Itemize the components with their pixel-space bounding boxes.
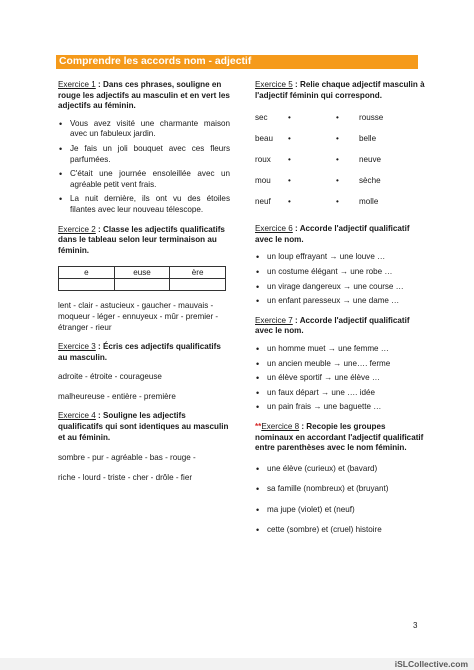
exercise-8-heading (255, 422, 425, 454)
ending-cell[interactable] (114, 279, 170, 291)
left-dot[interactable]: • (288, 176, 291, 186)
feminine-adjective: belle (359, 134, 377, 144)
exercise-3 (58, 342, 230, 402)
exercise-6 (255, 224, 425, 307)
exercise-8-instruction: : Recopie les groupes nominaux en accordant l'adjectif qualificatif entre parenthèses avec le nom féminin. (255, 421, 424, 453)
exercise-6-number: Exercice 6 (255, 224, 293, 234)
exercise-1-sentence: • C'était une journée ensoleillée avec un agréable petit vent frais. (58, 169, 230, 190)
exercise-8-item: • cette (sombre) et (cruel) histoire (255, 525, 425, 536)
right-dot[interactable]: • (336, 155, 339, 165)
masculine-adjective: mou (255, 176, 271, 186)
left-dot[interactable]: • (288, 113, 291, 123)
exercise-8-item: • une élève (curieux) et (bavard) (255, 464, 425, 475)
left-column (58, 80, 230, 492)
masculine-adjective: beau (255, 134, 274, 144)
feminine-adjective: molle (359, 197, 379, 207)
matching-row (255, 155, 425, 166)
exercise-1-sentence: • La nuit dernière, ils ont vu des étoiles filantes avec leur nouveau télescope. (58, 194, 230, 215)
exercise-7-item: • un ancien meuble → une…. ferme (255, 359, 425, 370)
right-dot[interactable]: • (336, 113, 339, 123)
exercise-7-item: • un homme muet → une femme … (255, 344, 425, 355)
right-dot[interactable]: • (336, 176, 339, 186)
exercise-8-item: • ma jupe (violet) et (neuf) (255, 505, 425, 516)
matching-row (255, 134, 425, 145)
exercise-2-number: Exercice 2 (58, 224, 96, 234)
exercise-1 (58, 80, 230, 216)
exercise-5-number: Exercice 5 (255, 80, 293, 89)
exercise-7-item: • un faux départ → une …. idée (255, 388, 425, 399)
ending-header: euse (114, 267, 170, 279)
exercise-7 (255, 316, 425, 413)
masculine-adjective: roux (255, 155, 271, 165)
matching-row (255, 176, 425, 187)
exercise-6-heading (255, 224, 425, 245)
ending-header: e (59, 267, 115, 279)
exercise-7-instruction: : Accorde l'adjectif qualificatif avec le nom. (255, 315, 410, 336)
exercise-5-instruction: : Relie chaque adjectif masculin à l'adjectif féminin qui correspond. (255, 80, 425, 100)
masculine-adjective: sec (255, 113, 268, 123)
exercise-6-items (255, 252, 425, 306)
exercise-8-item: • sa famille (nombreux) et (bruyant) (255, 484, 425, 495)
exercise-8-items (255, 464, 425, 536)
feminine-adjective: neuve (359, 155, 382, 165)
ending-table (58, 266, 226, 291)
exercise-7-items (255, 344, 425, 413)
right-dot[interactable]: • (336, 134, 339, 144)
exercise-7-number: Exercice 7 (255, 315, 293, 325)
exercise-4 (58, 411, 230, 483)
exercise-6-item: • un costume élégant → une robe … (255, 267, 425, 278)
exercise-2-heading (58, 225, 230, 257)
exercise-3-instruction: : Écris ces adjectifs qualificatifs au masculin. (58, 342, 221, 362)
right-dot[interactable]: • (336, 197, 339, 207)
matching-row (255, 197, 425, 208)
exercise-6-item: • un enfant paresseux → une dame … (255, 296, 425, 307)
left-dot[interactable]: • (288, 155, 291, 165)
exercise-2-word-list: lent - clair - astucieux - gaucher - mauvais - moqueur - léger - ennuyeux - mûr - premier - étranger - rieur (58, 301, 219, 332)
exercise-2-instruction: : Classe les adjectifs qualificatifs dans le tableau selon leur terminaison au féminin. (58, 224, 225, 255)
footer-bar (0, 658, 474, 670)
exercise-7-heading (255, 316, 425, 337)
feminine-adjective: rousse (359, 113, 384, 123)
exercise-8-number: Exercice 8 (261, 421, 300, 431)
ending-header: ère (170, 267, 226, 279)
right-column (255, 80, 425, 546)
exercise-1-number: Exercice 1 (58, 80, 96, 89)
exercise-1-heading (58, 80, 230, 112)
ending-cell[interactable] (59, 279, 115, 291)
exercise-6-item: • un loup effrayant → une louve … (255, 252, 425, 263)
exercise-4-instruction: : Souligne les adjectifs qualificatifs qui sont identiques au masculin et au féminin. (58, 411, 229, 442)
exercise-3-number: Exercice 3 (58, 342, 96, 352)
exercise-5-heading (255, 80, 425, 101)
exercise-4-words-line1: sombre - pur - agréable - bas - rouge - (58, 453, 196, 463)
exercise-7-item: • un élève sportif → une élève … (255, 373, 425, 384)
matching-row (255, 113, 425, 124)
exercise-1-sentence: • Je fais un joli bouquet avec ces fleurs parfumées. (58, 144, 230, 165)
exercise-5 (255, 80, 425, 215)
exercise-4-words-line2: riche - lourd - triste - cher - drôle - fier (58, 472, 193, 482)
feminine-adjective: sèche (359, 176, 381, 186)
masculine-adjective: neuf (255, 197, 271, 207)
page-number: 3 (413, 621, 418, 630)
exercise-8 (255, 422, 425, 536)
exercise-6-item: • un virage dangereux → une course … (255, 282, 425, 293)
difficulty-stars: ** (255, 421, 262, 431)
exercise-6-instruction: : Accorde l'adjectif qualificatif avec le nom. (255, 224, 410, 244)
left-dot[interactable]: • (288, 197, 291, 207)
exercise-1-instruction: : Dans ces phrases, souligne en rouge les adjectifs au masculin et en vert les adjectifs au féminin. (58, 80, 230, 111)
matching-grid (255, 105, 425, 215)
exercise-7-item: • un pain frais → une baguette … (255, 402, 425, 413)
ending-cell[interactable] (170, 279, 226, 291)
exercise-1-sentences (58, 119, 230, 216)
exercise-3-words-line2: malheureuse - entière - première (58, 391, 176, 401)
exercise-1-sentence: • Vous avez visité une charmante maison avec un fabuleux jardin. (58, 119, 230, 140)
exercise-4-number: Exercice 4 (58, 411, 96, 421)
exercise-2 (58, 225, 230, 334)
left-dot[interactable]: • (288, 134, 291, 144)
exercise-4-heading (58, 411, 230, 443)
exercise-3-heading (58, 342, 230, 363)
exercise-3-words-line1: adroite - étroite - courageuse (58, 372, 162, 382)
worksheet-title: Comprendre les accords nom - adjectif (56, 55, 418, 69)
footer-brand[interactable]: iSLCollective.com (394, 659, 468, 669)
